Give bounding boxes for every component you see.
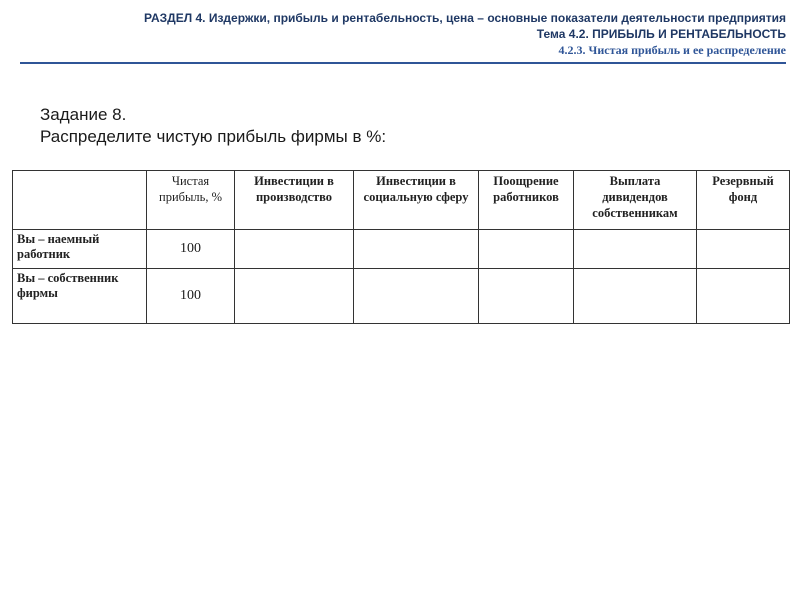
cell-net-profit: 100 xyxy=(147,230,235,269)
task-instruction: Распределите чистую прибыль фирмы в %: xyxy=(40,127,387,146)
header-empty-cell xyxy=(13,171,147,230)
header-net-profit: Чистая прибыль, % xyxy=(147,171,235,230)
cell-reserve[interactable] xyxy=(697,269,790,324)
cell-production[interactable] xyxy=(235,230,354,269)
cell-bonus[interactable] xyxy=(479,230,574,269)
cell-reserve[interactable] xyxy=(697,230,790,269)
cell-dividends[interactable] xyxy=(574,230,697,269)
table-row xyxy=(13,230,790,269)
cell-dividends[interactable] xyxy=(574,269,697,324)
profit-distribution-table xyxy=(12,170,790,324)
table-header-row xyxy=(13,171,790,230)
cell-production[interactable] xyxy=(235,269,354,324)
cell-social[interactable] xyxy=(354,269,479,324)
table-row xyxy=(13,269,790,324)
cell-social[interactable] xyxy=(354,230,479,269)
slide-header xyxy=(20,10,786,64)
task-title: Задание 8. xyxy=(40,105,127,124)
header-production-investment: Инвестиции в производство xyxy=(235,171,354,230)
subtopic-title: 4.2.3. Чистая прибыль и ее распределение xyxy=(558,43,786,57)
header-social-investment: Инвестиции в социальную сферу xyxy=(354,171,479,230)
row-label-owner: Вы – собственник фирмы xyxy=(13,269,147,324)
cell-bonus[interactable] xyxy=(479,269,574,324)
header-reserve-fund: Резервный фонд xyxy=(697,171,790,230)
task-block xyxy=(40,104,386,148)
header-dividends: Выплата дивидендов собственникам xyxy=(574,171,697,230)
row-label-employee: Вы – наемный работник xyxy=(13,230,147,269)
section-title: РАЗДЕЛ 4. Издержки, прибыль и рентабельность, цена – основные показатели деятельности предприятия xyxy=(144,11,786,25)
header-employee-bonus: Поощрение работников xyxy=(479,171,574,230)
topic-title: Тема 4.2. ПРИБЫЛЬ И РЕНТАБЕЛЬНОСТЬ xyxy=(536,27,786,41)
cell-net-profit: 100 xyxy=(147,269,235,324)
